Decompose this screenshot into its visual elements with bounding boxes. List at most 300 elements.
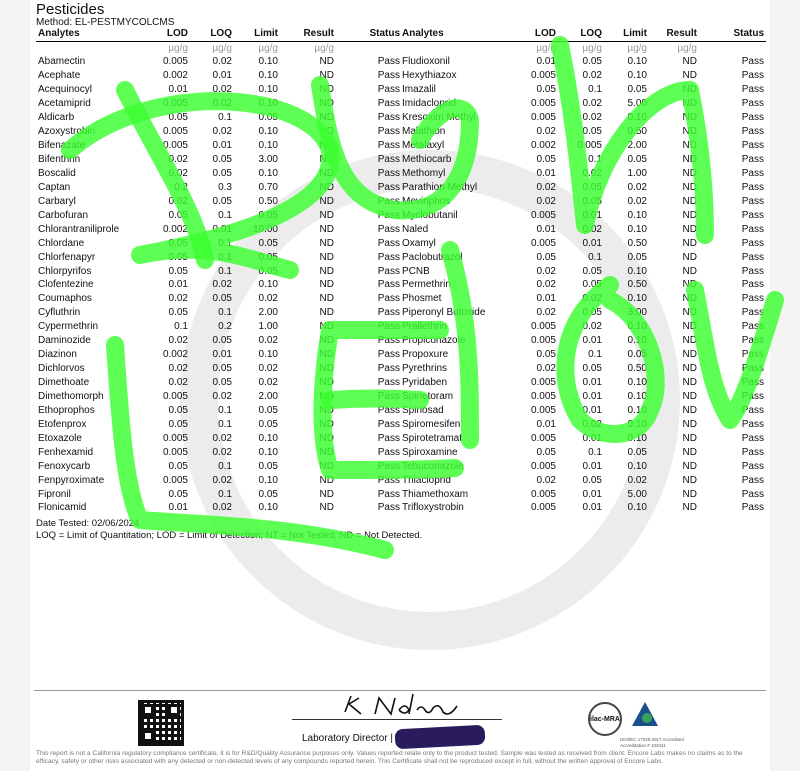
table-row <box>400 208 766 222</box>
table-row <box>36 83 402 97</box>
header-result: Result <box>280 27 336 41</box>
result-value: ND <box>682 84 697 96</box>
result-value: ND <box>319 126 334 138</box>
analyte-name: Cyfluthrin <box>38 307 81 319</box>
lod-value: 0.02 <box>536 126 556 138</box>
loq-value: 0.01 <box>212 140 232 152</box>
limit-value: 0.05 <box>258 460 278 472</box>
limit-value: 3.00 <box>258 154 278 166</box>
loq-value: 0.02 <box>582 321 602 333</box>
result-value: ND <box>319 140 334 152</box>
result-value: ND <box>319 390 334 402</box>
limit-value: 0.10 <box>258 474 278 486</box>
lod-value: 0.005 <box>162 446 188 458</box>
result-value: ND <box>682 335 697 347</box>
status-value: Pass <box>377 460 400 472</box>
result-value: ND <box>319 56 334 68</box>
result-value: ND <box>319 460 334 472</box>
analyte-name: Chlorantraniliprole <box>38 223 120 235</box>
loq-value: 0.01 <box>582 488 602 500</box>
analyte-name: Imazalil <box>402 84 436 96</box>
status-value: Pass <box>741 98 764 110</box>
status-value: Pass <box>377 404 400 416</box>
result-value: ND <box>682 460 697 472</box>
status-value: Pass <box>741 209 764 221</box>
limit-value: 0.10 <box>258 167 278 179</box>
limit-value: 5.00 <box>627 488 647 500</box>
status-value: Pass <box>377 474 400 486</box>
lod-value: 0.01 <box>536 167 556 179</box>
limit-value: 0.02 <box>258 293 278 305</box>
header-limit: Limit <box>234 27 280 41</box>
result-value: ND <box>682 293 697 305</box>
loq-value: 0.02 <box>212 279 232 291</box>
limit-value: 0.10 <box>258 126 278 138</box>
result-value: ND <box>682 265 697 277</box>
lod-value: 0.02 <box>168 293 188 305</box>
header-analytes: Analytes <box>400 27 510 41</box>
analyte-name: Fenhexamid <box>38 446 94 458</box>
status-value: Pass <box>741 321 764 333</box>
lod-value: 0.02 <box>536 181 556 193</box>
result-value: ND <box>682 56 697 68</box>
analyte-name: Abamectin <box>38 56 86 68</box>
loq-value: 0.05 <box>582 265 602 277</box>
limit-value: 0.10 <box>627 265 647 277</box>
loq-value: 0.02 <box>212 446 232 458</box>
table-row <box>36 278 402 292</box>
analyte-name: Acephate <box>38 70 81 82</box>
limit-value: 0.10 <box>627 70 647 82</box>
lod-value: 0.01 <box>536 223 556 235</box>
result-value: ND <box>319 418 334 430</box>
status-value: Pass <box>741 84 764 96</box>
lod-value: 0.005 <box>530 98 556 110</box>
loq-value: 0.05 <box>582 126 602 138</box>
table-row <box>400 431 766 445</box>
loq-value: 0.01 <box>582 404 602 416</box>
analyte-name: Mevinphos <box>402 195 451 207</box>
result-value: ND <box>319 98 334 110</box>
loq-value: 0.3 <box>218 181 232 193</box>
table-row <box>400 501 766 515</box>
lod-value: 0.02 <box>536 363 556 375</box>
lod-value: 0.005 <box>162 140 188 152</box>
status-value: Pass <box>377 126 400 138</box>
loq-value: 0.1 <box>218 265 232 277</box>
result-value: ND <box>319 167 334 179</box>
redaction-scribble <box>395 725 486 750</box>
table-row <box>36 403 402 417</box>
status-value: Pass <box>377 84 400 96</box>
table-row <box>36 348 402 362</box>
table-row <box>400 348 766 362</box>
lod-value: 0.05 <box>168 237 188 249</box>
status-value: Pass <box>741 363 764 375</box>
table-row <box>36 139 402 153</box>
table-row <box>400 292 766 306</box>
table-row <box>36 236 402 250</box>
qr-code <box>138 700 184 746</box>
status-value: Pass <box>741 418 764 430</box>
loq-value: 0.01 <box>582 335 602 347</box>
loq-value: 0.05 <box>212 167 232 179</box>
status-value: Pass <box>741 432 764 444</box>
accreditation-caption: ISO/IEC 17025:2017 Accredited Accreditation # 103411 <box>620 737 684 748</box>
status-value: Pass <box>741 195 764 207</box>
analyte-name: Chlorfenapyr <box>38 251 96 263</box>
table-row <box>36 194 402 208</box>
result-value: ND <box>682 154 697 166</box>
status-value: Pass <box>741 126 764 138</box>
loq-value: 0.02 <box>582 112 602 124</box>
limit-value: 0.02 <box>258 335 278 347</box>
limit-value: 0.50 <box>627 279 647 291</box>
analyte-name: Thiamethoxam <box>402 488 469 500</box>
result-value: ND <box>682 237 697 249</box>
analyte-name: Pyridaben <box>402 377 448 389</box>
header-status: Status <box>699 27 766 41</box>
lod-value: 0.01 <box>168 279 188 291</box>
limit-value: 0.05 <box>258 209 278 221</box>
analyte-name: Methiocarb <box>402 154 452 166</box>
analyte-name: Thiacloprid <box>402 474 451 486</box>
analyte-name: Fenpyroximate <box>38 474 105 486</box>
limit-value: 0.02 <box>627 181 647 193</box>
analyte-name: Flonicamid <box>38 502 87 514</box>
lod-value: 0.05 <box>168 307 188 319</box>
lod-value: 0.02 <box>168 167 188 179</box>
limit-value: 0.05 <box>258 112 278 124</box>
header-lod: LOD <box>128 27 190 41</box>
table-row <box>36 111 402 125</box>
analyte-name: Etofenprox <box>38 418 87 430</box>
result-value: ND <box>682 390 697 402</box>
result-value: ND <box>682 404 697 416</box>
lod-value: 0.005 <box>530 404 556 416</box>
lod-value: 0.005 <box>530 488 556 500</box>
table-row <box>36 222 402 236</box>
analyte-name: Phosmet <box>402 293 442 305</box>
lod-value: 0.005 <box>162 98 188 110</box>
analyte-name: Prallethrin <box>402 321 448 333</box>
lod-value: 0.01 <box>536 56 556 68</box>
lod-value: 0.02 <box>168 335 188 347</box>
status-value: Pass <box>377 363 400 375</box>
limit-value: 0.05 <box>627 154 647 166</box>
unit-loq: µg/g <box>582 42 602 54</box>
table-row <box>36 306 402 320</box>
table-row <box>400 306 766 320</box>
loq-value: 0.1 <box>588 84 602 96</box>
lod-value: 0.002 <box>162 70 188 82</box>
loq-value: 0.02 <box>212 126 232 138</box>
status-value: Pass <box>377 446 400 458</box>
signature-line <box>292 719 502 720</box>
result-value: ND <box>682 98 697 110</box>
analyte-name: Cypermethrin <box>38 321 99 333</box>
table-row <box>400 194 766 208</box>
lod-value: 0.005 <box>162 390 188 402</box>
table-row <box>36 250 402 264</box>
loq-value: 0.05 <box>212 335 232 347</box>
status-value: Pass <box>377 377 400 389</box>
loq-value: 0.1 <box>218 307 232 319</box>
limit-value: 0.10 <box>258 432 278 444</box>
lod-value: 0.05 <box>536 446 556 458</box>
status-value: Pass <box>377 279 400 291</box>
table-row <box>400 83 766 97</box>
analyte-name: Myclobutanil <box>402 209 458 221</box>
result-value: ND <box>319 237 334 249</box>
loq-value: 0.05 <box>582 181 602 193</box>
report-page <box>30 0 770 771</box>
analyte-name: Piperonyl Butoxide <box>402 307 486 319</box>
limit-value: 3.00 <box>627 307 647 319</box>
lod-value: 0.05 <box>168 209 188 221</box>
status-value: Pass <box>377 56 400 68</box>
table-row <box>400 487 766 501</box>
status-value: Pass <box>741 154 764 166</box>
lod-value: 0.002 <box>162 349 188 361</box>
table-row <box>400 55 766 69</box>
status-value: Pass <box>377 335 400 347</box>
result-value: ND <box>682 446 697 458</box>
analyte-name: Methomyl <box>402 167 446 179</box>
analyte-name: Permethrin <box>402 279 451 291</box>
analyte-name: Carbaryl <box>38 195 76 207</box>
limit-value: 0.10 <box>627 209 647 221</box>
status-value: Pass <box>741 140 764 152</box>
loq-value: 0.1 <box>218 209 232 221</box>
limit-value: 0.05 <box>258 404 278 416</box>
method-label: Method: EL-PESTMYCOLCMS <box>36 17 175 28</box>
status-value: Pass <box>741 112 764 124</box>
result-value: ND <box>319 363 334 375</box>
loq-value: 0.1 <box>218 418 232 430</box>
lod-value: 0.05 <box>168 404 188 416</box>
status-value: Pass <box>377 195 400 207</box>
analyte-name: Fenoxycarb <box>38 460 91 472</box>
table-row <box>400 390 766 404</box>
limit-value: 0.10 <box>627 418 647 430</box>
result-value: ND <box>319 279 334 291</box>
unit-loq: µg/g <box>212 42 232 54</box>
analyte-name: Tebuconazole <box>402 460 464 472</box>
lod-value: 0.05 <box>536 154 556 166</box>
analyte-name: Azoxystrobin <box>38 126 96 138</box>
table-row <box>36 208 402 222</box>
status-value: Pass <box>377 488 400 500</box>
loq-value: 0.05 <box>212 363 232 375</box>
result-value: ND <box>682 321 697 333</box>
loq-value: 0.1 <box>218 237 232 249</box>
lod-value: 0.1 <box>174 321 188 333</box>
date-tested: Date Tested: 02/06/2024 <box>36 518 140 529</box>
status-value: Pass <box>377 432 400 444</box>
header-loq: LOQ <box>558 27 604 41</box>
limit-value: 0.05 <box>258 418 278 430</box>
abbreviation-legend: LOQ = Limit of Quantitation; LOD = Limit of Detection; NT = Not Tested; ND = Not Detected. <box>36 530 423 541</box>
limit-value: 0.10 <box>258 84 278 96</box>
lod-value: 0.002 <box>162 223 188 235</box>
lod-value: 0.005 <box>530 377 556 389</box>
limit-value: 0.02 <box>258 377 278 389</box>
limit-value: 0.50 <box>627 363 647 375</box>
analyte-name: Diazinon <box>38 349 77 361</box>
limit-value: 0.10 <box>258 446 278 458</box>
analyte-name: Spinosad <box>402 404 444 416</box>
analyte-name: Dimethomorph <box>38 390 104 402</box>
result-value: ND <box>682 140 697 152</box>
table-row <box>36 167 402 181</box>
lod-value: 0.005 <box>530 460 556 472</box>
table-row <box>400 139 766 153</box>
status-value: Pass <box>741 307 764 319</box>
status-value: Pass <box>377 167 400 179</box>
analyte-name: Hexythiazox <box>402 70 457 82</box>
table-row <box>400 362 766 376</box>
analyte-name: Captan <box>38 181 71 193</box>
table-row <box>36 501 402 515</box>
limit-value: 0.05 <box>258 488 278 500</box>
status-value: Pass <box>377 223 400 235</box>
limit-value: 2.00 <box>258 307 278 319</box>
loq-value: 0.02 <box>212 390 232 402</box>
lod-value: 0.05 <box>536 84 556 96</box>
result-value: ND <box>319 474 334 486</box>
status-value: Pass <box>377 293 400 305</box>
result-value: ND <box>682 167 697 179</box>
status-value: Pass <box>377 418 400 430</box>
analyte-name: Ethoprophos <box>38 404 95 416</box>
loq-value: 0.05 <box>212 154 232 166</box>
status-value: Pass <box>377 181 400 193</box>
status-value: Pass <box>377 209 400 221</box>
result-value: ND <box>682 488 697 500</box>
status-value: Pass <box>741 335 764 347</box>
accreditation-logo <box>630 700 660 730</box>
analyte-name: Spiroxamine <box>402 446 458 458</box>
table-row <box>36 417 402 431</box>
table-row <box>36 487 402 501</box>
limit-value: 0.70 <box>258 181 278 193</box>
unit-result: µg/g <box>314 42 334 54</box>
lod-value: 0.2 <box>174 181 188 193</box>
status-value: Pass <box>741 404 764 416</box>
limit-value: 0.05 <box>258 265 278 277</box>
status-value: Pass <box>377 140 400 152</box>
status-value: Pass <box>741 251 764 263</box>
result-value: ND <box>682 307 697 319</box>
analyte-name: Propiconazole <box>402 335 466 347</box>
loq-value: 0.02 <box>582 418 602 430</box>
limit-value: 0.05 <box>627 349 647 361</box>
status-value: Pass <box>377 307 400 319</box>
table-row <box>36 180 402 194</box>
result-value: ND <box>682 279 697 291</box>
table-row <box>36 431 402 445</box>
lod-value: 0.01 <box>168 84 188 96</box>
limit-value: 0.10 <box>258 70 278 82</box>
qr-finder <box>168 704 180 716</box>
result-value: ND <box>682 502 697 514</box>
lod-value: 0.02 <box>168 377 188 389</box>
section-title: Pesticides <box>36 1 105 18</box>
limit-value: 0.10 <box>627 335 647 347</box>
status-value: Pass <box>377 321 400 333</box>
result-value: ND <box>319 293 334 305</box>
table-row <box>36 153 402 167</box>
loq-value: 0.02 <box>212 432 232 444</box>
result-value: ND <box>682 251 697 263</box>
status-value: Pass <box>377 265 400 277</box>
director-label: Laboratory Director | <box>302 733 393 744</box>
table-row <box>36 459 402 473</box>
result-value: ND <box>682 209 697 221</box>
loq-value: 0.1 <box>588 154 602 166</box>
table-row <box>400 250 766 264</box>
lod-value: 0.005 <box>162 126 188 138</box>
status-value: Pass <box>741 502 764 514</box>
result-value: ND <box>319 446 334 458</box>
limit-value: 5.00 <box>627 98 647 110</box>
analyte-name: Metalaxyl <box>402 140 445 152</box>
results-table-right <box>400 27 766 515</box>
result-value: ND <box>319 404 334 416</box>
status-value: Pass <box>741 446 764 458</box>
result-value: ND <box>319 265 334 277</box>
unit-lod: µg/g <box>168 42 188 54</box>
result-value: ND <box>319 488 334 500</box>
loq-value: 0.01 <box>582 209 602 221</box>
table-row <box>400 334 766 348</box>
loq-value: 0.05 <box>582 279 602 291</box>
limit-value: 0.10 <box>627 293 647 305</box>
loq-value: 0.1 <box>218 404 232 416</box>
loq-value: 0.02 <box>212 474 232 486</box>
loq-value: 0.05 <box>582 307 602 319</box>
status-value: Pass <box>377 349 400 361</box>
analyte-name: Carbofuran <box>38 209 89 221</box>
result-value: ND <box>319 223 334 235</box>
analyte-name: Acetamiprid <box>38 98 91 110</box>
lod-value: 0.05 <box>168 251 188 263</box>
analyte-name: Parathion Methyl <box>402 181 478 193</box>
status-value: Pass <box>741 167 764 179</box>
analyte-name: Coumaphos <box>38 293 92 305</box>
limit-value: 0.10 <box>627 321 647 333</box>
analyte-name: Chlordane <box>38 237 85 249</box>
loq-value: 0.1 <box>218 488 232 500</box>
limit-value: 0.10 <box>627 460 647 472</box>
unit-lod: µg/g <box>536 42 556 54</box>
limit-value: 0.50 <box>627 237 647 249</box>
limit-value: 0.10 <box>258 56 278 68</box>
header-status: Status <box>336 27 402 41</box>
status-value: Pass <box>377 154 400 166</box>
table-row <box>400 376 766 390</box>
loq-value: 0.05 <box>582 56 602 68</box>
lod-value: 0.005 <box>530 70 556 82</box>
lod-value: 0.005 <box>530 112 556 124</box>
result-value: ND <box>319 84 334 96</box>
loq-value: 0.01 <box>582 502 602 514</box>
analyte-name: Aldicarb <box>38 112 75 124</box>
status-value: Pass <box>741 474 764 486</box>
table-row <box>400 417 766 431</box>
loq-value: 0.01 <box>582 237 602 249</box>
